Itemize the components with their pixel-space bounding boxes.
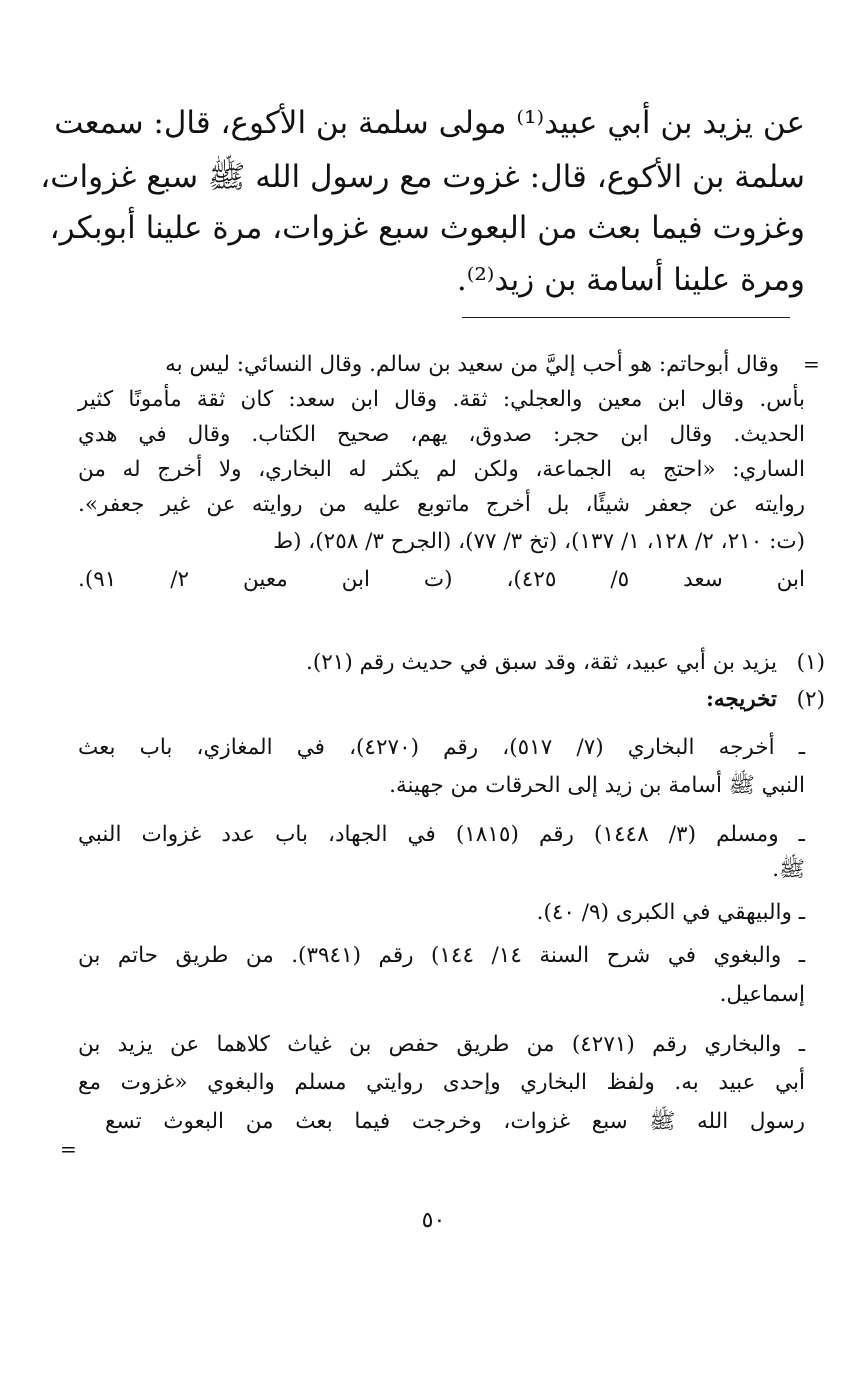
takhrij-line-1: ـ أخرجه البخاري (٧/ ٥١٧)، رقم (٤٢٧٠)، في المغازي، باب بعث [78,735,805,760]
footnote-continued-line-2: بأس. وقال ابن معين والعجلي: ثقة. وقال ابن سعد: كان ثقة مأمونًا كثير [78,387,805,412]
main-text-line-1: عن يزيد بن أبي عبيد⁽¹⁾ مولى سلمة بن الأكوع، قال: سمعت [54,105,805,141]
main-text-line-2: سلمة بن الأكوع، قال: غزوت مع رسول الله ﷺ سبع غزوات، [40,159,805,195]
main-text-line-4: ومرة علينا أسامة بن زيد⁽²⁾. [456,262,805,298]
footnote-1-number: (١) [796,650,825,675]
footnote-continued-line-6: (ت: ٢١٠، ٢/ ١٢٨، ١/ ١٣٧)، (تخ ٣/ ٧٧)، (الجرح ٣/ ٢٥٨)، (ط [273,529,805,554]
footnote-continued-line-3: الحديث. وقال ابن حجر: صدوق، يهم، صحيح الكتاب. وقال في هدي [78,422,805,447]
footnote-1-text: يزيد بن أبي عبيد، ثقة، وقد سبق في حديث رقم (٢١). [306,650,777,675]
end-continuation-mark: = [60,1137,77,1161]
footnote-2-number: (٢) [796,687,825,712]
takhrij-line-4: ﷺ. [772,857,805,882]
takhrij-line-3: ـ ومسلم (٣/ ١٤٤٨) رقم (١٨١٥) في الجهاد، باب عدد غزوات النبي [78,822,805,847]
footnote-2-heading: تخريجه: [705,687,777,712]
main-text-line-3: وغزوت فيما بعث من البعوث سبع غزوات، مرة علينا أبوبكر، [49,210,805,246]
takhrij-line-9: أبي عبيد به. ولفظ البخاري وإحدى روايتي مسلم والبغوي «غزوت مع [78,1070,805,1095]
footnote-continued-line-7: ابن سعد ٥/ ٤٢٥)، (ت ابن معين ٢/ ٩١). [78,567,806,592]
takhrij-line-7: إسماعيل. [719,982,805,1007]
takhrij-line-2: النبي ﷺ أسامة بن زيد إلى الحرقات من جهينة. [389,773,805,798]
takhrij-line-10: رسول الله ﷺ سبع غزوات، وخرجت فيما بعث من البعوث تسع [105,1109,805,1134]
footnote-continued-line-4: الساري: «احتج به الجماعة، ولكن لم يكثر له البخاري، ولا أخرج له من [78,457,805,482]
takhrij-line-5: ـ والبيهقي في الكبرى (٩/ ٤٠). [536,900,805,925]
page-number: ٥٠ [421,1208,446,1233]
takhrij-line-6: ـ والبغوي في شرح السنة ١٤/ ١٤٤) رقم (٣٩٤١). من طريق حاتم بن [78,943,805,968]
takhrij-line-8: ـ والبخاري رقم (٤٢٧١) من طريق حفص بن غياث كلاهما عن يزيد بن [78,1032,805,1057]
footnote-continued-line-5: روايته عن جعفر شيئًا، بل أخرج ماتوبع عليه من روايته عن غير جعفر». [78,492,805,517]
footnote-continued-line-1: وقال أبوحاتم: هو أحب إليَّ من سعيد بن سالم. وقال النسائي: ليس به [165,352,779,377]
footnote-separator [462,317,790,318]
continuation-mark: = [803,352,820,376]
